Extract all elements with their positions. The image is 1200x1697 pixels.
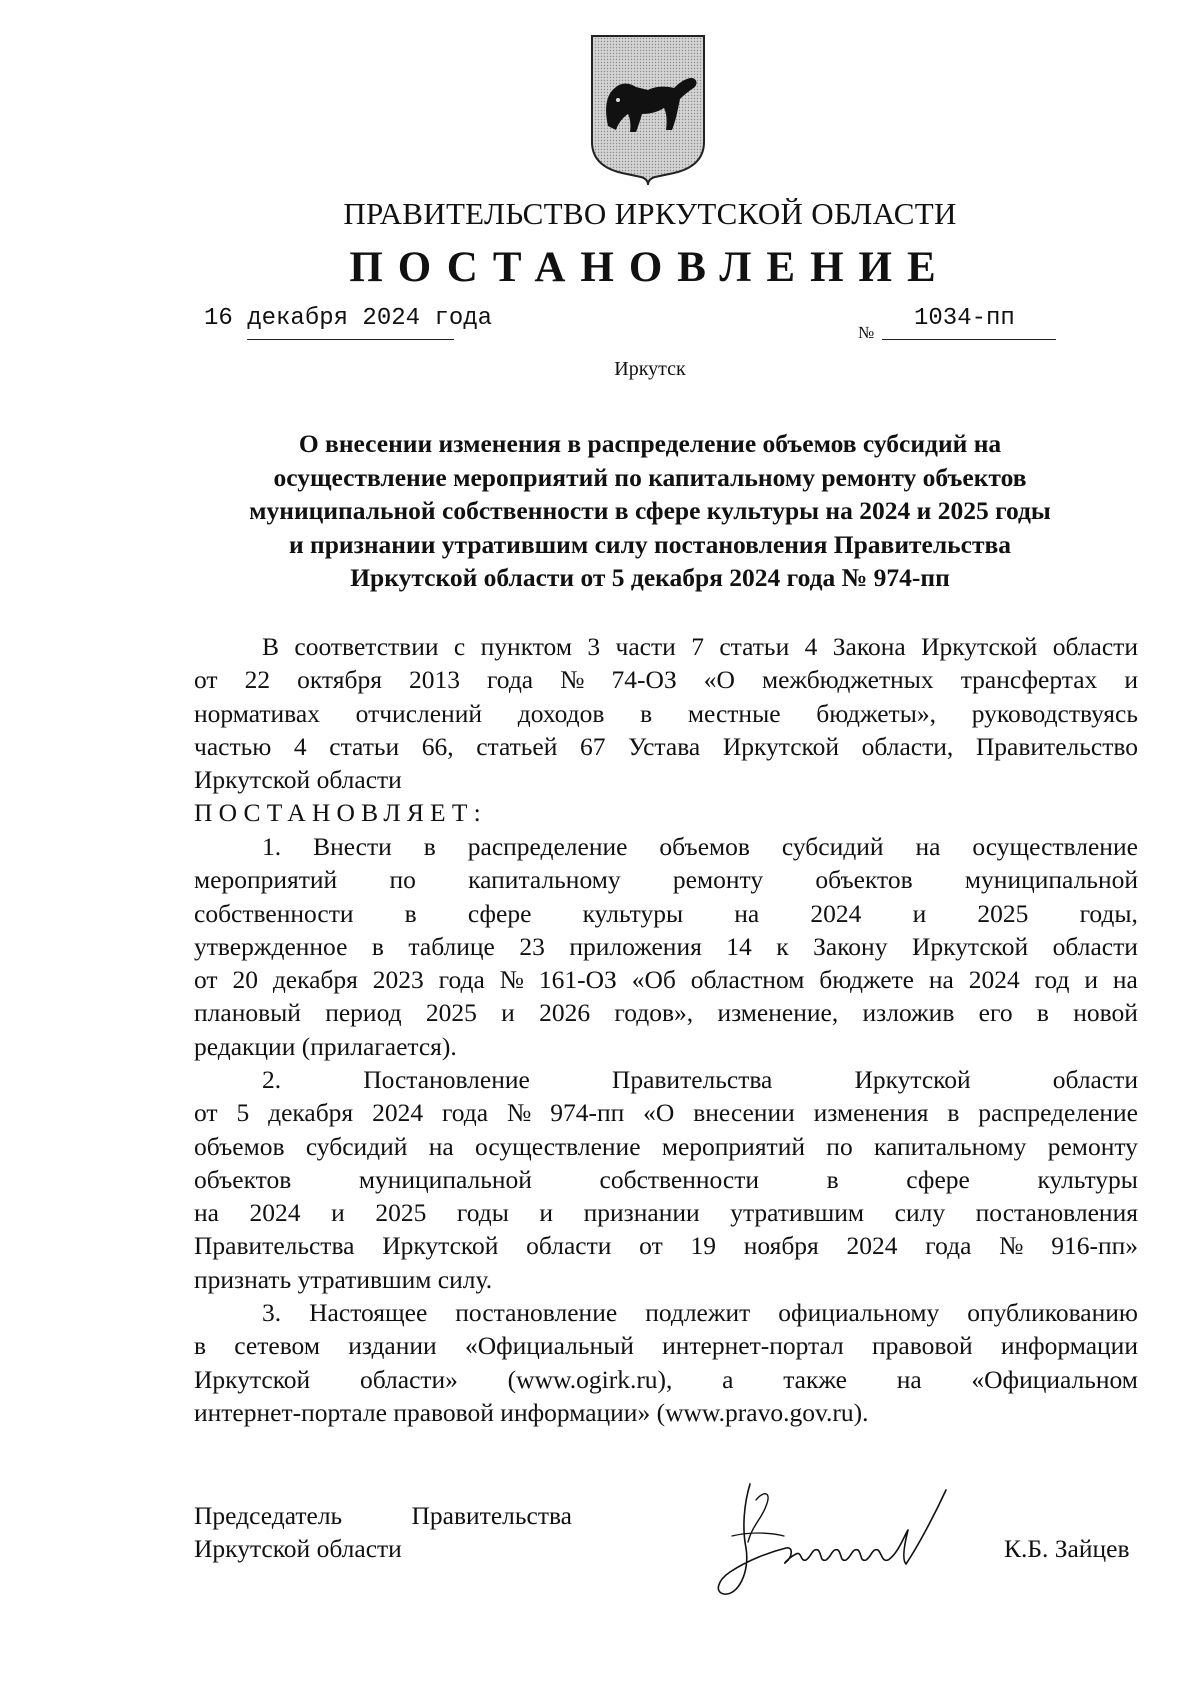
number-sign: № [858,323,875,342]
position-line: Иркутской области [194,1534,402,1564]
preamble-line: Иркутской области [194,765,402,795]
preamble-line: частью 4 статьи 66, статьей 67 Устава Иркутской области, Правительство [194,731,1138,761]
item-3-line: в сетевом издании «Официальный интернет-портал правовой информации [194,1331,1138,1361]
date-underline [247,339,454,340]
item-2-line: на 2024 и 2025 годы и признании утратившим силу постановления [194,1198,1138,1228]
signatory-name: К.Б. Зайцев [1004,1534,1130,1563]
preamble-line: от 22 октября 2013 года № 74-ОЗ «О межбюджетных трансфертах и [194,665,1138,695]
item-1 [194,830,1138,1063]
city-name: Иркутск [614,358,686,380]
document-heading [150,427,1150,595]
item-1-line: собственности в сфере культуры на 2024 и 2025 годы, [194,898,1138,928]
item-1-line: от 20 декабря 2023 года № 161-ОЗ «Об областном бюджете на 2024 год и на [194,965,1138,995]
heading-line: и признании утратившим силу постановления Правительства [288,529,1012,559]
item-2-line: от 5 декабря 2024 года № 974-пп «О внесении изменения в распределение [194,1098,1138,1128]
heading-line: Иркутской области от 5 декабря 2024 года № 974-пп [350,563,950,592]
document-date: 16 декабря 2024 года [204,305,493,332]
document-number: 1034-пп [914,305,1015,332]
preamble-line: нормативах отчислений доходов в местные бюджеты», руководствуясь [194,698,1138,728]
item-2-line: Правительства Иркутской области от 19 ноября 2024 года № 916-пп» [194,1231,1138,1261]
item-3-line: интернет-портале правовой информации» (www.pravo.gov.ru). [194,1397,869,1427]
coat-of-arms-icon [588,34,708,186]
item-1-line: 1. Внести в распределение объемов субсидий на осуществление [262,832,1138,861]
item-1-line: плановый период 2025 и 2026 годов», изменение, изложив его в новой [194,998,1138,1028]
item-1-line: мероприятий по капитальному ремонту объектов муниципальной [194,865,1138,895]
item-1-line: утвержденное в таблице 23 приложения 14 к Закону Иркутской области [194,931,1138,961]
handwritten-signature-icon [708,1476,954,1616]
position-line: Председатель Правительства [194,1501,572,1530]
document-type: ПОСТАНОВЛЕНИЕ [349,244,951,291]
decree-word: ПОСТАНОВЛЯЕТ: [194,798,487,828]
item-2-line: объектов муниципальной собственности в сфере культуры [194,1164,1138,1194]
preamble [194,630,1138,830]
item-3-line: 3. Настоящее постановление подлежит официальному опубликованию [262,1298,1138,1327]
item-2-line: объемов субсидий на осуществление мероприятий по капитальному ремонту [194,1131,1138,1161]
item-3-line: Иркутской области» (www.ogirk.ru), а также на «Официальном [194,1364,1138,1394]
item-1-line: редакции (прилагается). [194,1031,457,1061]
item-3 [194,1296,1138,1429]
signatory-position [194,1499,572,1566]
item-2-line: 2. Постановление Правительства Иркутской области [262,1065,1138,1094]
preamble-line: В соответствии с пунктом 3 части 7 статьи 4 Закона Иркутской области [262,632,1138,661]
heading-line: муниципальной собственности в сфере культуры на 2024 и 2025 годы [249,496,1051,525]
heading-line: О внесении изменения в распределение объемов субсидий на [298,429,1002,458]
government-name: ПРАВИТЕЛЬСТВО ИРКУТСКОЙ ОБЛАСТИ [343,196,957,231]
number-underline [882,339,1056,340]
heading-line: осуществление мероприятий по капитальному ремонту объектов [273,462,1027,492]
item-2 [194,1063,1138,1296]
item-2-line: признать утратившим силу. [194,1264,493,1294]
